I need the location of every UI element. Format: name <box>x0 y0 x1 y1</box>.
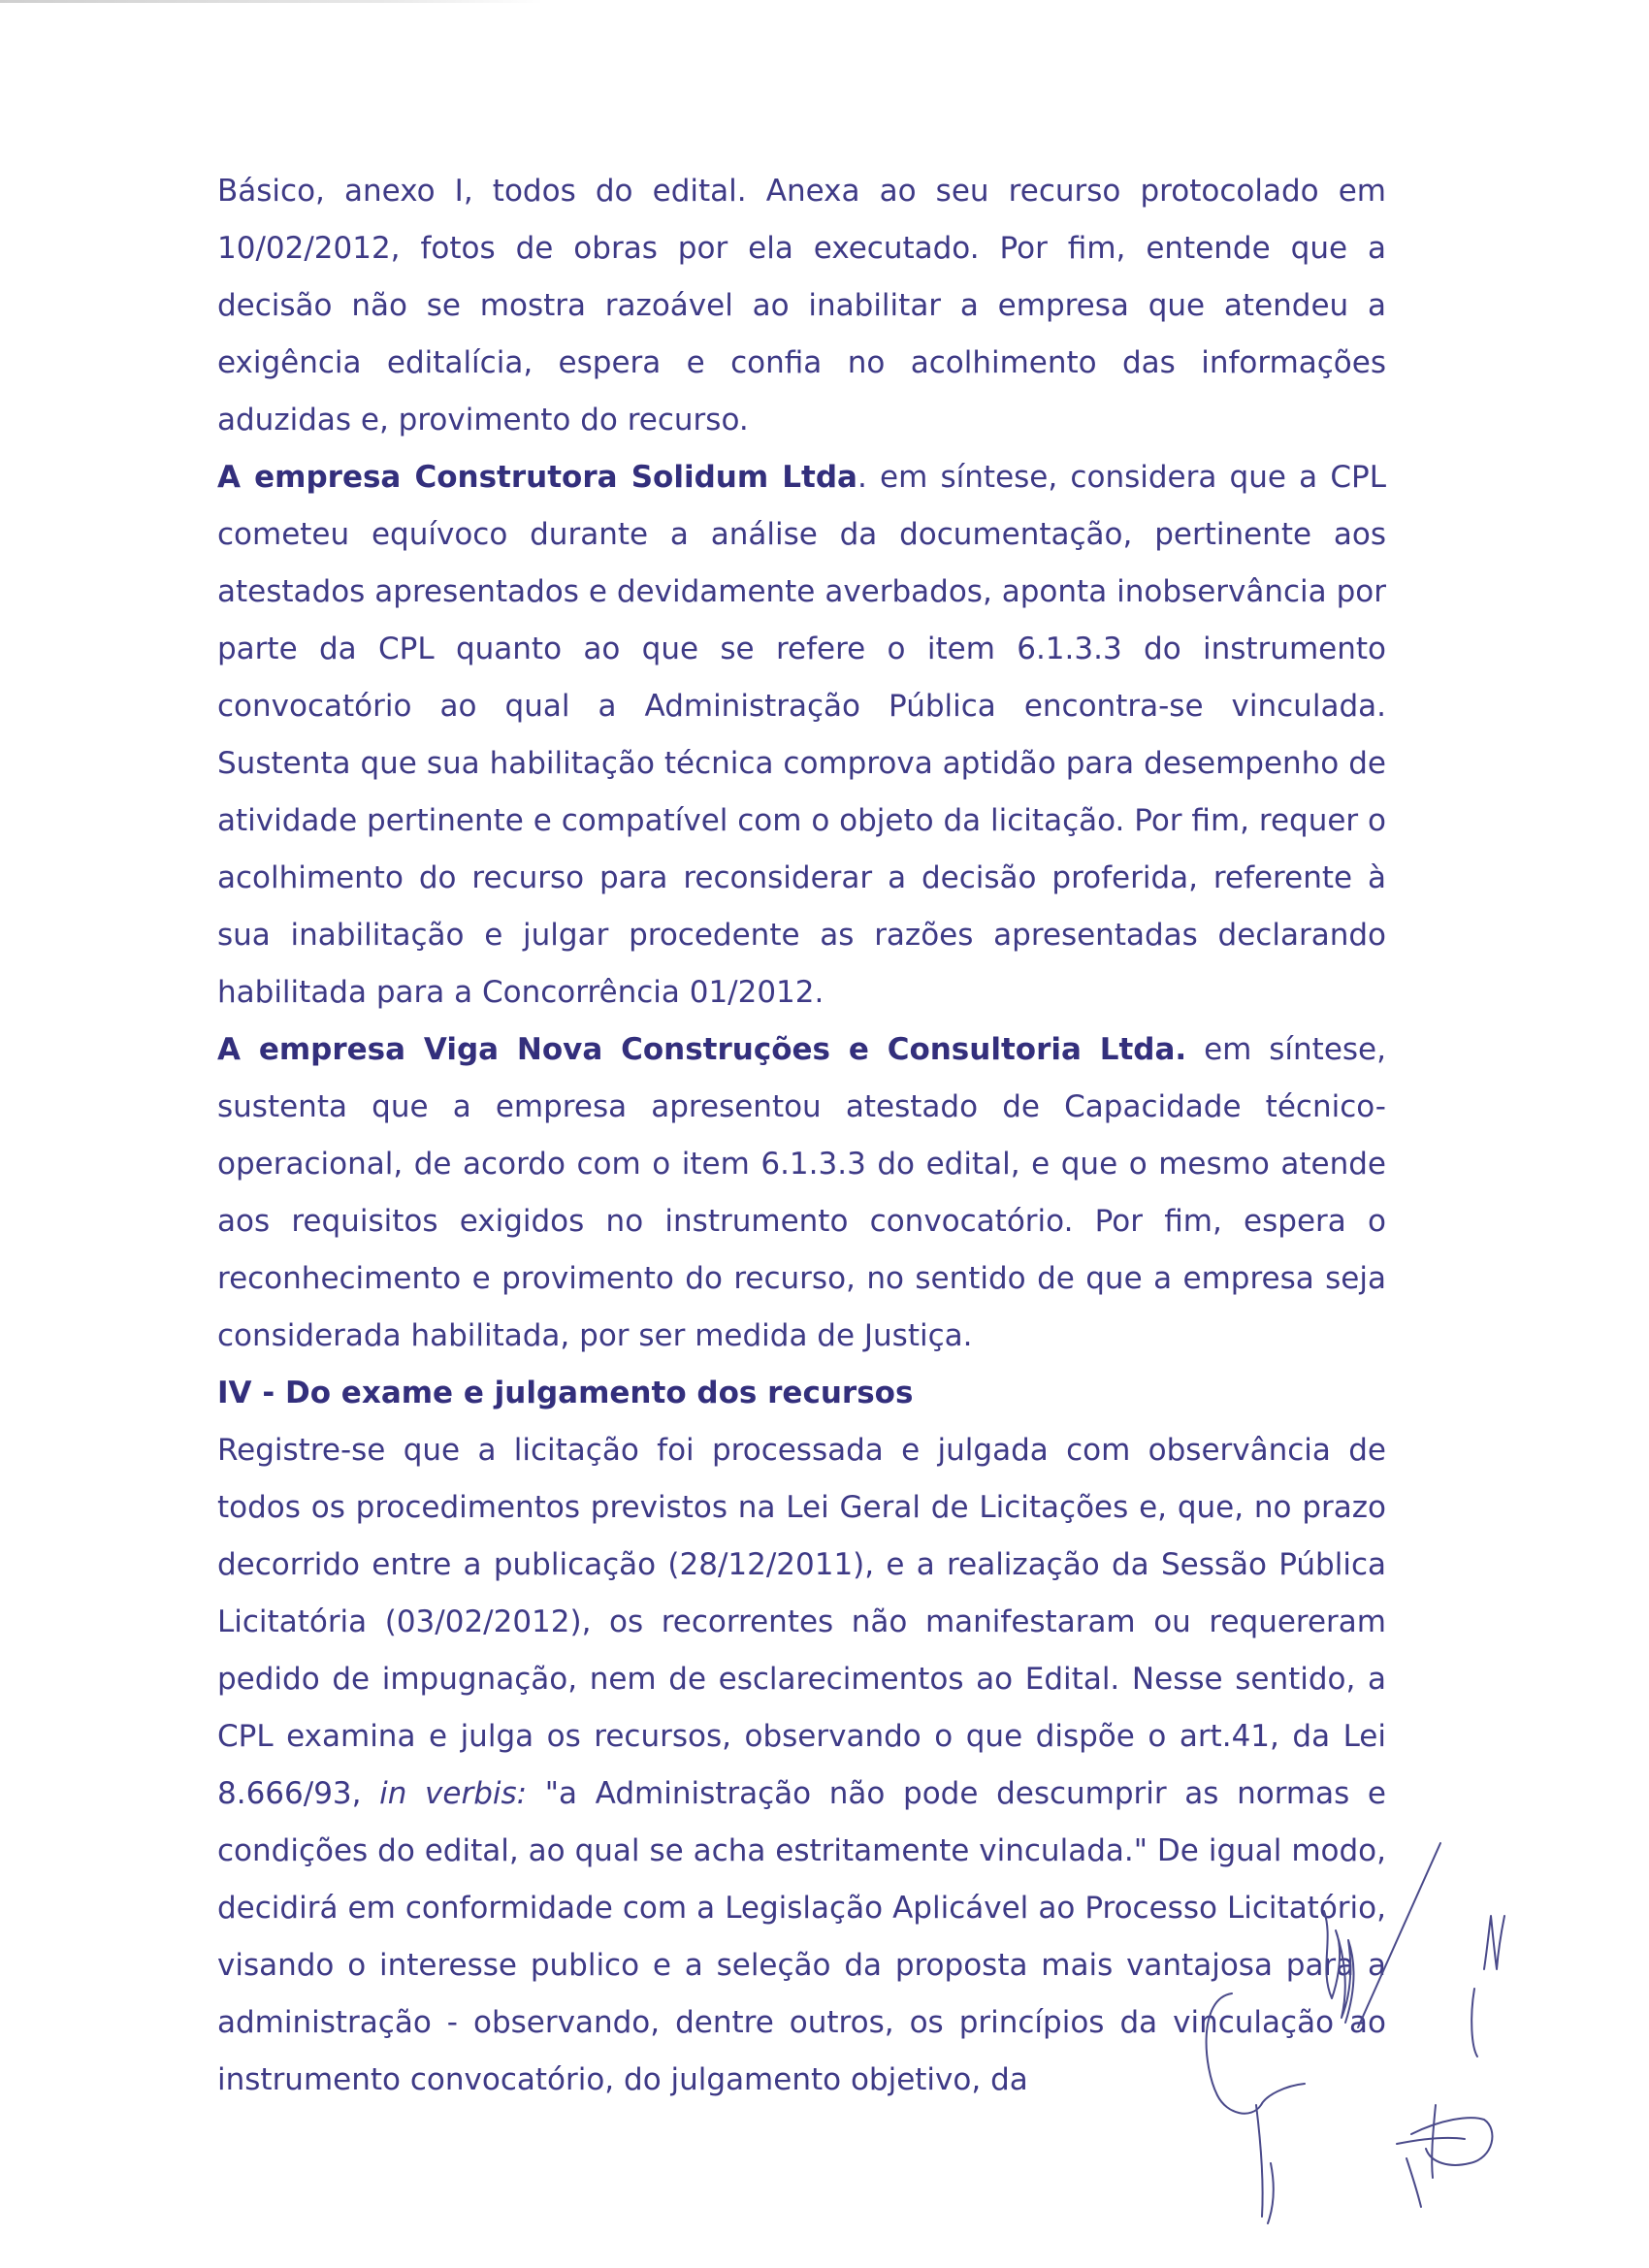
paragraph-text: Básico, anexo I, todos do edital. Anexa ao seu recurso protocolado em 10/02/2012, fotos de obras por ela executado. Por fim, entende que a decisão não se mostra razoável ao inabilitar a empresa que atendeu a exigência editalícia, espera e confia no acolhimento das informações aduzidas e, provimento do recurso. <box>217 174 1386 437</box>
signature-stroke <box>1256 2105 1263 2217</box>
paragraph-text: Registre-se que a licitação foi processada e julgada com observância de todos os procedimentos previstos na Lei Geral de Licitações e, que, no prazo decorrido entre a publicação (28/12/2011), e a realização da Sessão Pública Licitatória (03/02/2012), os recorrentes não manifestaram ou requereram pedido de impugnação, nem de esclarecimentos ao Edital. Nesse sentido, a CPL examina e julga os recursos, observando o que dispõe o art.41, da Lei 8.666/93, <box>217 1433 1386 1811</box>
signature-stroke <box>1397 2138 1465 2144</box>
signature-stroke <box>1411 2118 1492 2165</box>
paragraph-basico <box>217 163 1386 449</box>
signature-stroke <box>1432 2105 1436 2178</box>
company-name-solidum: A empresa Construtora Solidum Ltda <box>217 460 857 495</box>
signature-drawing <box>1179 1824 1547 2231</box>
handwritten-initials <box>1179 1824 1547 2231</box>
paragraph-text: em síntese, sustenta que a empresa apresentou atestado de Capacidade técnico-operacional, de acordo com o item 6.1.3.3 do edital, e que o mesmo atende aos requisitos exigidos no instrumento convocatório. Por fim, espera o reconhecimento e provimento do recurso, no sentido de que a empresa seja considerada habilitada, por ser medida de Justiça. <box>217 1032 1386 1353</box>
signature-stroke <box>1207 1993 1305 2114</box>
company-name-viga-nova: A empresa Viga Nova Construções e Consultoria Ltda. <box>217 1032 1187 1067</box>
signature-stroke <box>1358 1843 1440 2027</box>
scan-edge-mark <box>0 0 543 3</box>
section-heading: IV - Do exame e julgamento dos recursos <box>217 1376 914 1410</box>
document-body <box>217 163 1386 2109</box>
italic-phrase: in verbis: <box>379 1776 528 1811</box>
signature-stroke <box>1324 1911 1354 2023</box>
paragraph-viga-nova <box>217 1021 1386 1365</box>
signature-stroke <box>1406 2158 1421 2207</box>
signature-stroke <box>1484 1916 1504 1969</box>
signature-stroke <box>1471 1989 1477 2057</box>
paragraph-solidum <box>217 449 1386 1021</box>
signature-stroke <box>1268 2163 1274 2223</box>
paragraph-text: . em síntese, considera que a CPL cometeu equívoco durante a análise da documentação, pertinente aos atestados apresentados e devidamente averbados, aponta inobservância por parte da CPL quanto ao que se refere o item 6.1.3.3 do instrumento convocatório ao qual a Administração Pública encontra-se vinculada. Sustenta que sua habilitação técnica comprova aptidão para desempenho de atividade pertinente e compatível com o objeto da licitação. Por fim, requer o acolhimento do recurso para reconsiderar a decisão proferida, referente à sua inabilitação e julgar procedente as razões apresentadas declarando habilitada para a Concorrência 01/2012. <box>217 460 1386 1010</box>
paragraph-text: "a Administração não pode descumprir as normas e condições do edital, ao qual se acha estritamente vinculada." De igual modo, decidirá em conformidade com a Legislação Aplicável ao Processo Licitatório, visando o interesse publico e a seleção da proposta mais vantajosa para a administração - observando, dentre outros, os princípios da vinculação ao instrumento convocatório, do julgamento objetivo, da <box>217 1776 1386 2097</box>
